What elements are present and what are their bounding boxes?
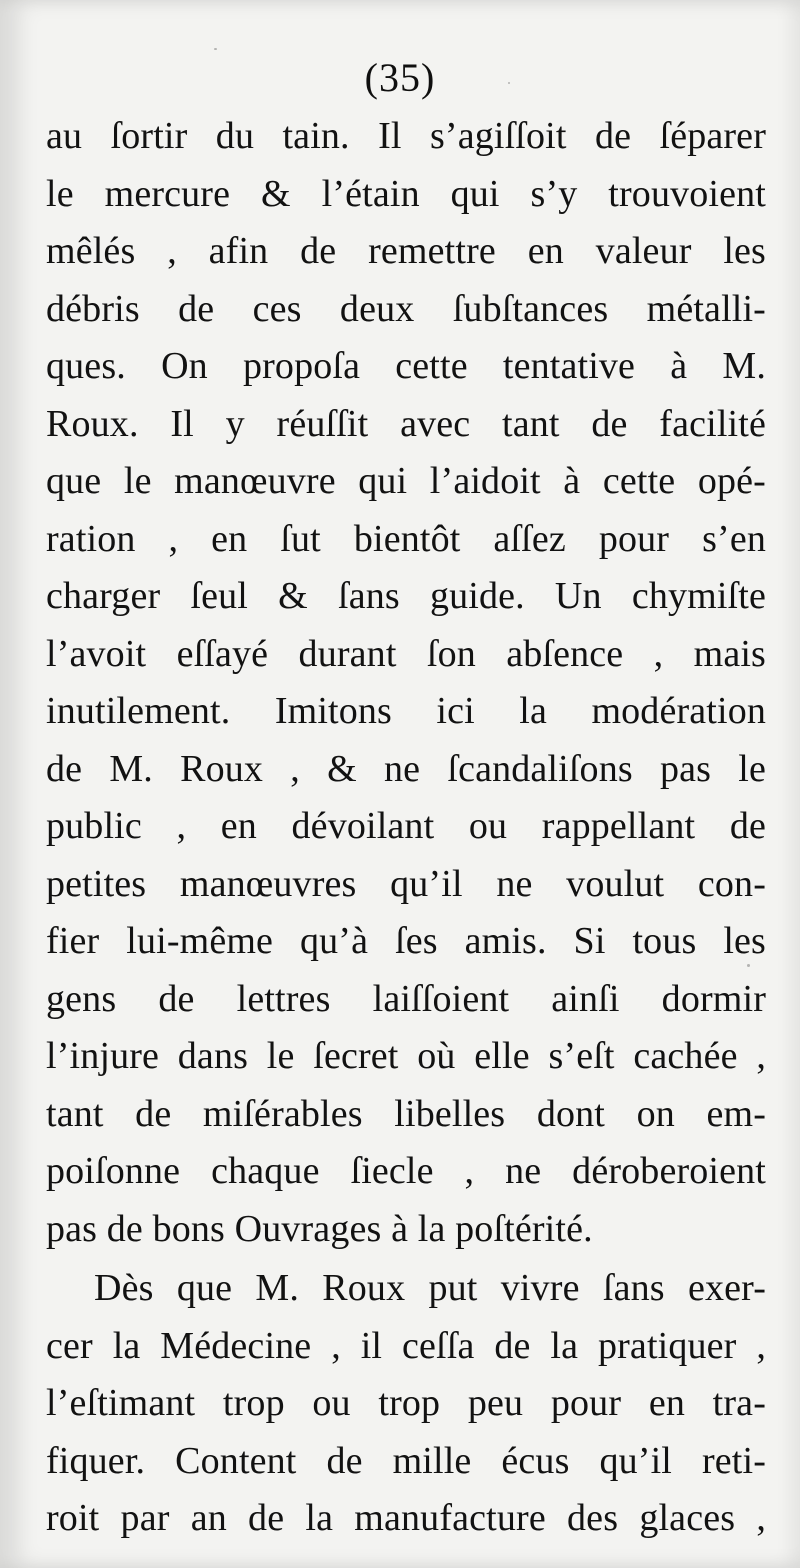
text-line: que le manœuvre qui l’aidoit à cette opé- xyxy=(46,460,766,502)
text-line: tant de miſérables libelles dont on em- xyxy=(46,1092,766,1135)
text-line: charger ſeul & ſans guide. Un chymiſte xyxy=(46,575,766,617)
paragraph xyxy=(46,1260,766,1548)
text-line: le mercure & l’étain qui s’y trouvoient xyxy=(46,172,766,215)
text-line: l’injure dans le ſecret où elle s’eſt cachée , xyxy=(46,1035,766,1077)
text-line: l’avoit eſſayé durant ſon abſence , mais xyxy=(46,632,766,675)
text-line: ques. On propoſa cette tentative à M. xyxy=(46,345,766,387)
text-line: cer la Médecine , il ceſſa de la pratiquer , xyxy=(46,1324,766,1367)
text-line: l’eſtimant trop ou trop peu pour en tra- xyxy=(46,1382,766,1424)
body-text xyxy=(46,108,766,1548)
text-line: inutilement. Imitons ici la modération xyxy=(46,690,766,732)
text-line: fiquer. Content de mille écus qu’il reti- xyxy=(46,1439,766,1482)
paper-speck xyxy=(214,48,217,50)
text-line: au ſortir du tain. Il s’agiſſoit de ſéparer xyxy=(46,115,766,157)
text-line: fier lui-même qu’à ſes amis. Si tous les xyxy=(46,920,766,962)
text-line: mêlés , afin de remettre en valeur les xyxy=(46,230,766,272)
text-line: de M. Roux , & ne ſcandaliſons pas le xyxy=(46,747,766,790)
text-line: débris de ces deux ſubſtances métalli- xyxy=(46,287,766,330)
text-line: petites manœuvres qu’il ne voulut con- xyxy=(46,862,766,905)
paragraph xyxy=(46,108,766,1258)
text-line: poiſonne chaque ſiecle , ne déroberoient xyxy=(46,1150,766,1192)
text-line: roit par an de la manufacture des glaces , xyxy=(46,1497,766,1539)
text-line: gens de lettres laiſſoient ainſi dormir xyxy=(46,977,766,1020)
page-number: (35) xyxy=(364,55,436,100)
text-line: pas de bons Ouvrages à la poſtérité. xyxy=(46,1207,593,1250)
text-line: public , en dévoilant ou rappellant de xyxy=(46,805,766,847)
text-line: ration , en ſut bientôt aſſez pour s’en xyxy=(46,517,766,560)
text-line: Roux. Il y réuſſit avec tant de facilité xyxy=(46,402,766,445)
text-line: Dès que M. Roux put vivre ſans exer- xyxy=(94,1267,766,1309)
